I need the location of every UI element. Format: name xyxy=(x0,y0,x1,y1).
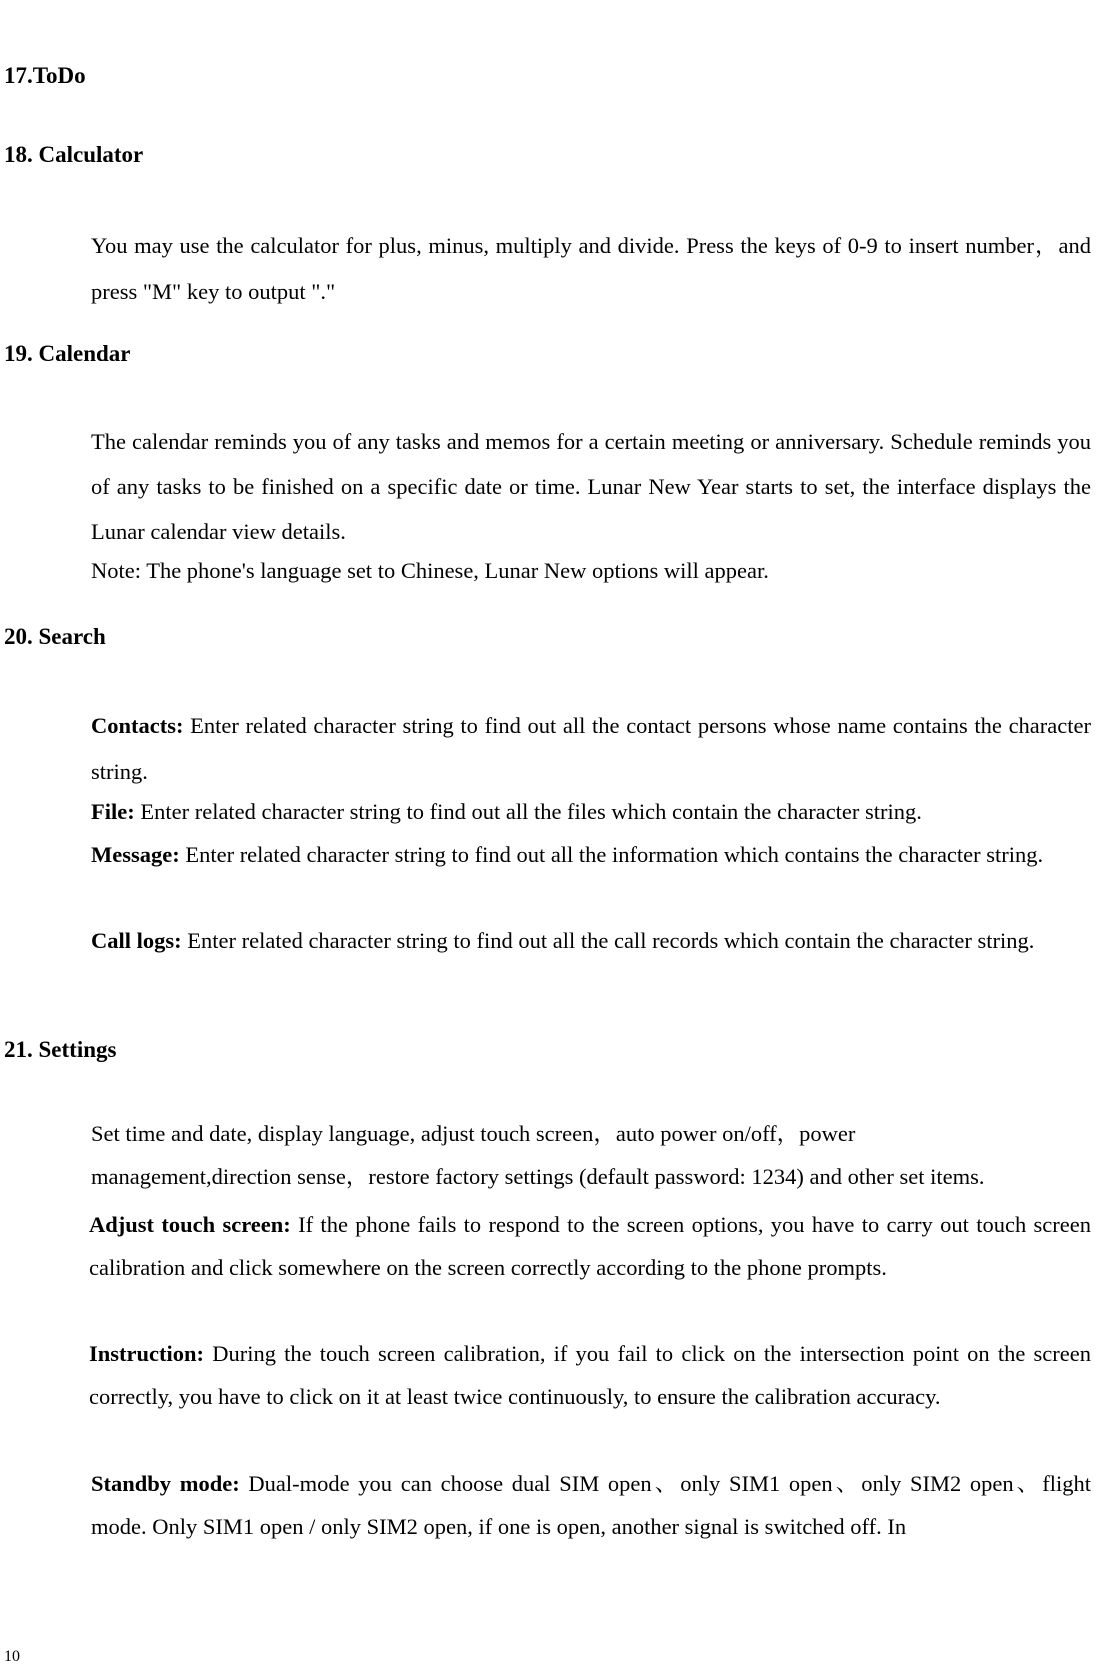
settings-term-adjust-touch-screen: Adjust touch screen: xyxy=(89,1212,291,1237)
search-text-file: Enter related character string to find out all the files which contain the character string. xyxy=(134,799,922,824)
settings-term-instruction: Instruction: xyxy=(89,1341,205,1366)
section-heading-calculator: 18. Calculator xyxy=(4,142,144,167)
search-item-message xyxy=(91,832,1091,878)
section-heading-calendar: 19. Calendar xyxy=(4,341,131,366)
settings-item-standby-mode xyxy=(91,1462,1091,1548)
settings-intro xyxy=(91,1112,1091,1198)
search-item-contacts xyxy=(91,703,1091,795)
search-text-contacts: Enter related character string to find out all the contact persons whose name contains the character string. xyxy=(91,713,1091,784)
section-heading-todo: 17.ToDo xyxy=(4,63,86,88)
section-heading-search: 20. Search xyxy=(4,624,106,649)
search-text-call-logs: Enter related character string to find out all the call records which contain the character string. xyxy=(181,928,1035,953)
search-text-message: Enter related character string to find out all the information which contains the character string. xyxy=(179,842,1044,867)
settings-text-standby-mode: Dual-mode you can choose dual SIM open、only SIM1 open、only SIM2 open、flight mode. Only SIM1 open / only SIM2 open, if one is open, another signal is switched off. In xyxy=(91,1471,1091,1539)
calculator-paragraph: You may use the calculator for plus, minus, multiply and divide. Press the keys of 0-9 to insert number，and press "M" key to output "." xyxy=(91,233,1091,304)
search-term-call-logs: Call logs: xyxy=(91,928,182,953)
search-item-file xyxy=(91,789,1091,835)
settings-intro-line-2: management,direction sense，restore factory settings (default password: 1234) and other set items. xyxy=(91,1164,985,1189)
calendar-paragraph: The calendar reminds you of any tasks and memos for a certain meeting or anniversary. Schedule reminds you of any tasks to be finished on a specific date or time. Lunar New Year starts to set, the interface displays the Lunar calendar view details. xyxy=(91,429,1091,544)
search-term-contacts: Contacts: xyxy=(91,713,184,738)
search-term-file: File: xyxy=(91,799,135,824)
search-item-call-logs xyxy=(91,918,1091,964)
settings-item-instruction xyxy=(89,1332,1091,1418)
settings-text-instruction: During the touch screen calibration, if you fail to click on the intersection point on the screen correctly, you have to click on it at least twice continuously, to ensure the calibration accuracy. xyxy=(89,1341,1091,1409)
settings-term-standby-mode: Standby mode: xyxy=(91,1471,240,1496)
settings-intro-line-1: Set time and date, display language, adjust touch screen，auto power on/off，power xyxy=(91,1121,856,1146)
section-heading-settings: 21. Settings xyxy=(4,1037,117,1062)
search-term-message: Message: xyxy=(91,842,180,867)
settings-text-adjust-touch-screen: If the phone fails to respond to the screen options, you have to carry out touch screen calibration and click somewhere on the screen correctly according to the phone prompts. xyxy=(89,1212,1091,1280)
page-number: 10 xyxy=(4,1648,20,1665)
calendar-note: Note: The phone's language set to Chinese, Lunar New options will appear. xyxy=(91,558,769,583)
settings-item-adjust-touch-screen xyxy=(89,1203,1091,1289)
